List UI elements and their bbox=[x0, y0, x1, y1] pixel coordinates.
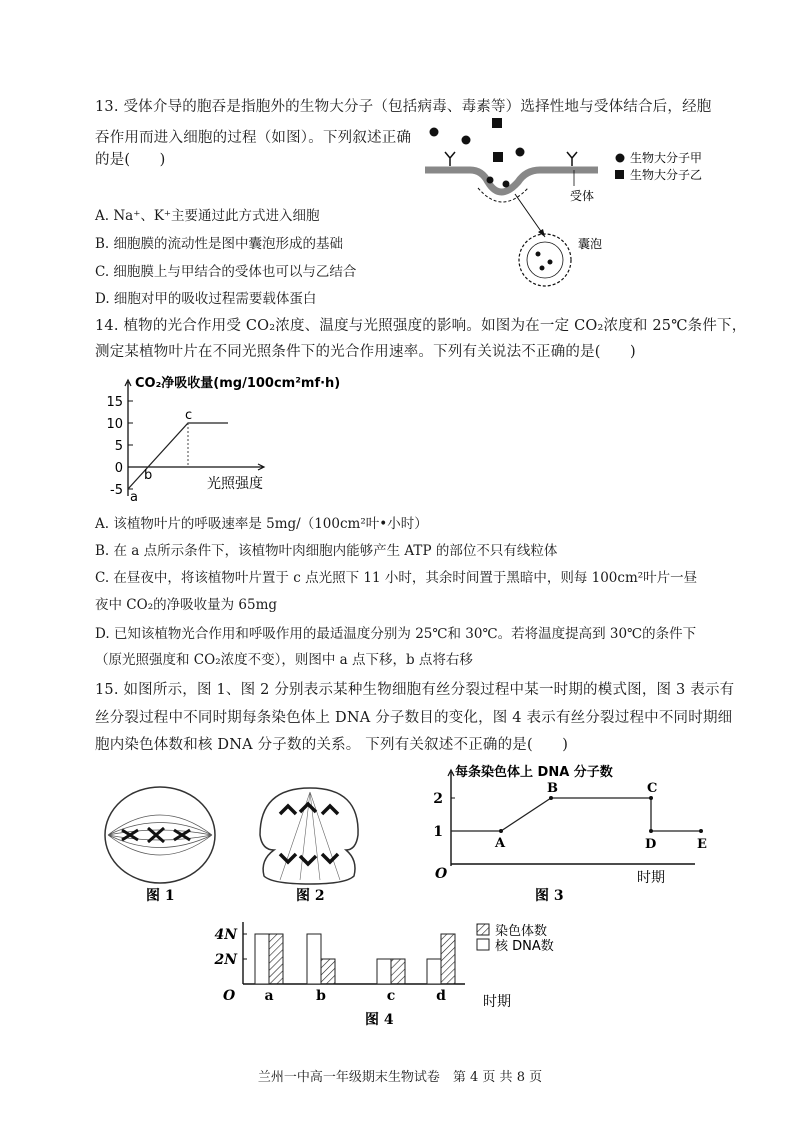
macromolecule-b-square bbox=[493, 152, 503, 162]
y-tick-label: 2N bbox=[214, 952, 237, 968]
q13-option-d: D. 细胞对甲的吸收过程需要载体蛋白 bbox=[95, 291, 317, 307]
data-point bbox=[649, 796, 653, 800]
q14-option-c-line-2: 夜中 CO₂的净吸收量为 65mg bbox=[95, 597, 278, 613]
bar-nuclear-dna-b bbox=[307, 934, 321, 984]
legend-label-dna: 核 DNA数 bbox=[495, 939, 554, 954]
q13-stem-line-2: 吞作用而进入细胞的过程（如图）。下列叙述正确 bbox=[95, 130, 412, 146]
point-label-A: A bbox=[495, 836, 506, 851]
category-label-b: b bbox=[316, 988, 326, 1004]
q14-option-d-line-2: （原光照强度和 CO₂浓度不变），则图中 a 点下移，b 点将右移 bbox=[95, 652, 473, 668]
y-tick-label: 4N bbox=[214, 927, 237, 943]
vesicle-label: 囊泡 bbox=[578, 237, 603, 251]
bar-chromosome-a bbox=[269, 934, 283, 984]
q13-stem-line-1: 13. 受体介导的胞吞是指胞外的生物大分子（包括病毒、毒素等）选择性地与受体结合后，经胞 bbox=[95, 99, 712, 115]
q15-figure-4-chart bbox=[214, 918, 554, 1030]
y-tick-label: -5 bbox=[110, 483, 123, 498]
y-tick-label: 2 bbox=[433, 791, 443, 807]
x-axis-label: 时期 bbox=[637, 870, 665, 886]
q13-endocytosis-figure bbox=[420, 112, 720, 292]
cell-outline bbox=[105, 787, 215, 883]
y-tick-label: 15 bbox=[106, 395, 123, 410]
bound-macromolecule-dot bbox=[487, 177, 494, 184]
chart-title: 每条染色体上 DNA 分子数 bbox=[455, 765, 613, 780]
legend-hatched-swatch bbox=[477, 924, 489, 935]
macromolecule-a-dot bbox=[516, 148, 525, 157]
q14-stem-line-2: 测定某植物叶片在不同光照条件下的光合作用速率。下列有关说法不正确的是( ) bbox=[95, 344, 636, 360]
y-tick-label: 5 bbox=[114, 439, 123, 454]
category-label-c: c bbox=[386, 988, 396, 1004]
bound-macromolecule-dot bbox=[503, 181, 510, 188]
point-label-B: B bbox=[547, 781, 558, 796]
q14-option-b: B. 在 a 点所示条件下，该植物叶肉细胞内能够产生 ATP 的部位不只有线粒体 bbox=[95, 543, 558, 559]
vesicle-inner bbox=[527, 242, 563, 278]
legend-square-icon bbox=[615, 170, 624, 179]
bar-chromosome-c bbox=[391, 959, 405, 984]
figure-1-label: 图 1 bbox=[146, 888, 175, 904]
q15-stem-line-3: 胞内染色体数和核 DNA 分子数的关系。 下列有关叙述不正确的是( ) bbox=[95, 737, 569, 753]
origin-label: O bbox=[223, 988, 236, 1004]
q15-figure-1-cell bbox=[100, 780, 220, 905]
chromosomes-lower bbox=[280, 854, 338, 864]
chromosomes-upper bbox=[280, 804, 338, 814]
data-point bbox=[549, 796, 553, 800]
q14-stem-line-1: 14. 植物的光合作用受 CO₂浓度、温度与光照强度的影响。如图为在一定 CO₂浓度和 25℃条件下， bbox=[95, 318, 747, 334]
y-tick-label: 0 bbox=[114, 461, 123, 476]
point-label-D: D bbox=[645, 837, 657, 852]
receptor-icon bbox=[567, 152, 577, 166]
q15-figure-2-cell bbox=[250, 780, 370, 905]
point-label-b: b bbox=[144, 468, 153, 483]
legend-circle-icon bbox=[616, 154, 625, 163]
q15-stem-line-1: 15. 如图所示，图 1、图 2 分别表示某种生物细胞有丝分裂过程中某一时期的模式图，图 3 表示有 bbox=[95, 682, 735, 698]
bar-nuclear-dna-d bbox=[427, 959, 441, 984]
point-label-a: a bbox=[130, 490, 138, 505]
data-point bbox=[649, 829, 653, 833]
data-point bbox=[699, 829, 703, 833]
data-point bbox=[499, 829, 503, 833]
arrow-head bbox=[538, 229, 545, 237]
q14-option-c-line-1: C. 在昼夜中，将该植物叶片置于 c 点光照下 11 小时，其余时间置于黑暗中，则每 100cm²叶片一昼 bbox=[95, 570, 698, 586]
legend-empty-swatch bbox=[477, 939, 489, 950]
q14-photosynthesis-chart bbox=[95, 368, 341, 506]
figure-2-label: 图 2 bbox=[296, 888, 325, 904]
macromolecule-a-dot bbox=[430, 128, 439, 137]
category-label-d: d bbox=[436, 988, 446, 1004]
origin-label: O bbox=[435, 866, 448, 882]
receptor-label: 受体 bbox=[570, 189, 595, 203]
vesicle-content-dot bbox=[540, 266, 545, 271]
point-label-C: C bbox=[647, 781, 658, 796]
q13-stem-line-3: 的是( ) bbox=[95, 152, 166, 168]
macromolecule-a-dot bbox=[462, 136, 471, 145]
receptor-icon bbox=[445, 152, 455, 166]
q15-figure-3-chart bbox=[425, 760, 715, 905]
spindle-fibers bbox=[108, 815, 212, 855]
point-label-E: E bbox=[697, 837, 707, 852]
bar-chromosome-b bbox=[321, 959, 335, 984]
q14-option-a: A. 该植物叶片的呼吸速率是 5mg/（100cm²叶•小时） bbox=[95, 516, 428, 532]
vesicle-content-dot bbox=[536, 252, 541, 257]
series-line bbox=[451, 798, 701, 831]
point-label-c: c bbox=[185, 408, 193, 423]
x-axis-label: 光照强度 bbox=[207, 476, 263, 492]
category-label-a: a bbox=[264, 988, 274, 1004]
bar-chromosome-d bbox=[441, 934, 455, 984]
q14-option-d-line-1: D. 已知该植物光合作用和呼吸作用的最适温度分别为 25℃和 30℃。若将温度提高到 30℃的条件下 bbox=[95, 626, 697, 642]
q15-stem-line-2: 丝分裂过程中不同时期每条染色体上 DNA 分子数目的变化，图 4 表示有丝分裂过程中不同时期细 bbox=[95, 710, 733, 726]
x-axis-label: 时期 bbox=[483, 994, 511, 1010]
figure-3-label: 图 3 bbox=[535, 888, 564, 904]
figure-4-label: 图 4 bbox=[365, 1012, 394, 1028]
legend-label-a: 生物大分子甲 bbox=[630, 151, 703, 165]
legend-label-chromosome: 染色体数 bbox=[495, 924, 548, 939]
vesicle-content-dot bbox=[548, 260, 553, 265]
y-tick-label: 1 bbox=[433, 824, 443, 840]
page-footer: 兰州一中高一年级期末生物试卷 第 4 页 共 8 页 bbox=[257, 1070, 543, 1085]
bar-nuclear-dna-a bbox=[255, 934, 269, 984]
y-tick-label: 10 bbox=[106, 417, 123, 432]
q13-option-a: A. Na⁺、K⁺主要通过此方式进入细胞 bbox=[95, 208, 320, 224]
q13-option-b: B. 细胞膜的流动性是图中囊泡形成的基础 bbox=[95, 236, 344, 252]
chart-title: CO₂净吸收量(mg/100cm²mf·h) bbox=[135, 376, 341, 391]
bar-nuclear-dna-c bbox=[377, 959, 391, 984]
q13-option-c: C. 细胞膜上与甲结合的受体也可以与乙结合 bbox=[95, 264, 357, 280]
legend-label-b: 生物大分子乙 bbox=[630, 168, 703, 182]
macromolecule-b-square bbox=[492, 118, 502, 128]
